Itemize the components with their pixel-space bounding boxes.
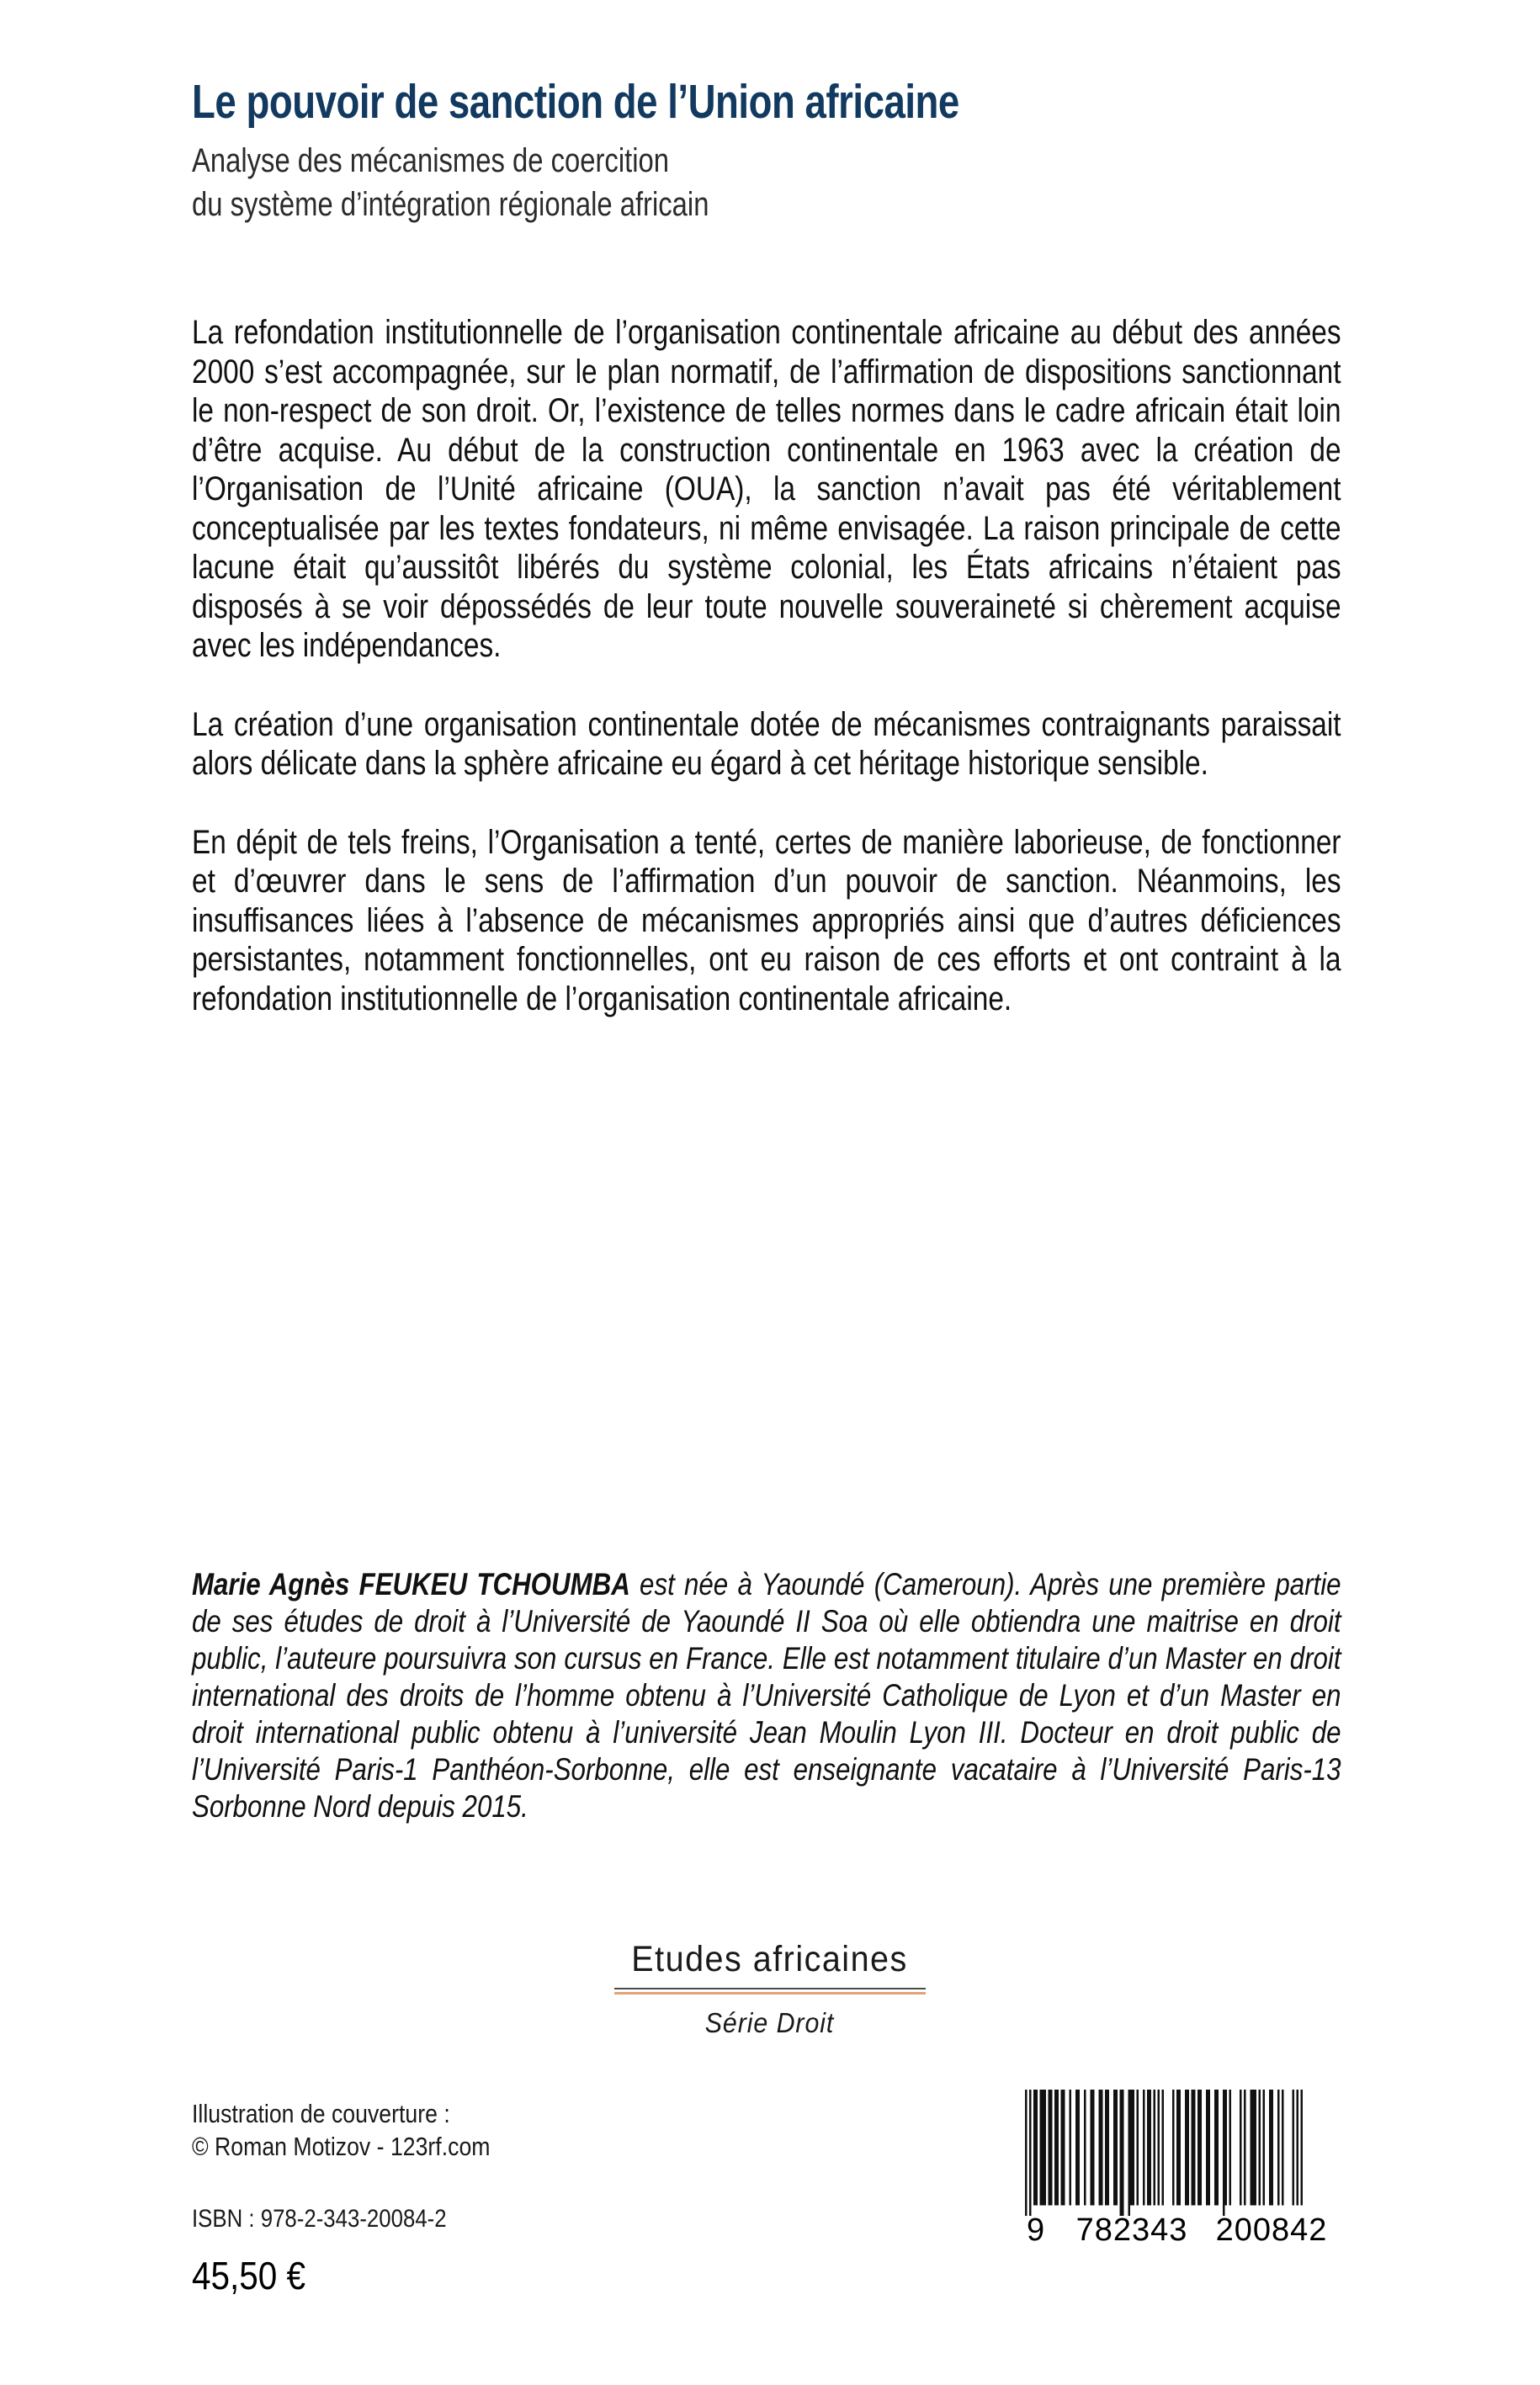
price-tag: 45,50 € — [192, 2254, 306, 2297]
isbn-number: ISBN : 978-2-343-20084-2 — [192, 2205, 447, 2233]
barcode-right-group: 200842 — [1215, 2212, 1328, 2248]
title-block — [192, 77, 1341, 226]
author-bio-block — [192, 1566, 1341, 1825]
divider-line-dark — [614, 1988, 925, 1989]
blurb-text — [192, 313, 1341, 1018]
ean13-barcode-icon — [1025, 2090, 1303, 2216]
book-subtitle — [192, 139, 1324, 226]
cover-credit-label: Illustration de couverture : — [192, 2099, 450, 2128]
cover-credit-value: © Roman Motizov - 123rf.com — [192, 2132, 491, 2161]
collection-series: Série Droit — [705, 2007, 835, 2038]
author-name: Marie Agnès FEUKEU TCHOUMBA — [192, 1567, 630, 1602]
blurb-paragraph-1: La refondation institutionnelle de l’organisation continentale africaine au début des années 2000 s’est accompagnée, sur le plan normatif, de l’affirmation de dispositions sanctionnant le non-respect de son droit. Or, l’existence de telles normes dans le cadre africain était loin d’être acquise. Au début de la construction continentale en 1963 avec la création de l’Organisation de l’Unité africaine (OUA), la sanction n’avait pas été véritablement conceptualisée par les textes fondateurs, ni même envisagée. La raison principale de cette lacune était qu’aussitôt libérés du système colonial, les États africains n’étaient pas disposés à se voir dépossédés de leur toute nouvelle souveraineté si chèrement acquise avec les indépendances. — [192, 314, 1341, 664]
collection-emblem — [0, 1941, 1540, 2039]
subtitle-line-1: Analyse des mécanismes de coercition — [192, 142, 669, 180]
blurb-paragraph-2: La création d’une organisation continentale dotée de mécanismes contraignants paraissait alors délicate dans la sphère africaine eu égard à cet héritage historique sensible. — [192, 705, 1341, 782]
barcode-lead-digit: 9 — [1027, 2212, 1046, 2248]
barcode-digits — [1025, 2212, 1353, 2249]
blurb-paragraph-3: En dépit de tels freins, l’Organisation a tenté, certes de manière laborieuse, de fonctionner et d’œuvrer dans le sens de l’affirmation d’un pouvoir de sanction. Néanmoins, les insuffisances liées à l’absence de mécanismes appropriés ainsi que d’autres déficiences persistantes, notamment fonctionnelles, ont eu raison de ces efforts et ont contraint à la refondation institutionnelle de l’organisation continentale africaine. — [192, 823, 1341, 1017]
author-bio-body: est née à Yaoundé (Cameroun). Après une première partie de ses études de droit à l’Université de Yaoundé II Soa où elle obtiendra une maitrise en droit public, l’auteure poursuivra son cursus en France. Elle est notamment titulaire d’un Master en droit international des droits de l’homme obtenu à l’Université Catholique de Lyon et d’un Master en droit international public obtenu à l’université Jean Moulin Lyon III. Docteur en droit public de l’Université Paris-1 Panthéon-Sorbonne, elle est enseignante vacataire à l’Université Paris-13 Sorbonne Nord depuis 2015. — [192, 1567, 1341, 1824]
footer-left — [192, 2097, 865, 2297]
subtitle-line-2: du système d’intégration régionale africain — [192, 186, 709, 224]
barcode-left-group: 782343 — [1075, 2212, 1188, 2248]
author-bio-text — [192, 1566, 1341, 1825]
collection-name: Etudes africaines — [631, 1939, 909, 1979]
page-title: Le pouvoir de sanction de l’Union africaine — [192, 75, 959, 129]
collection-emblem-inner — [614, 1941, 925, 2039]
barcode-block — [1025, 2090, 1353, 2249]
